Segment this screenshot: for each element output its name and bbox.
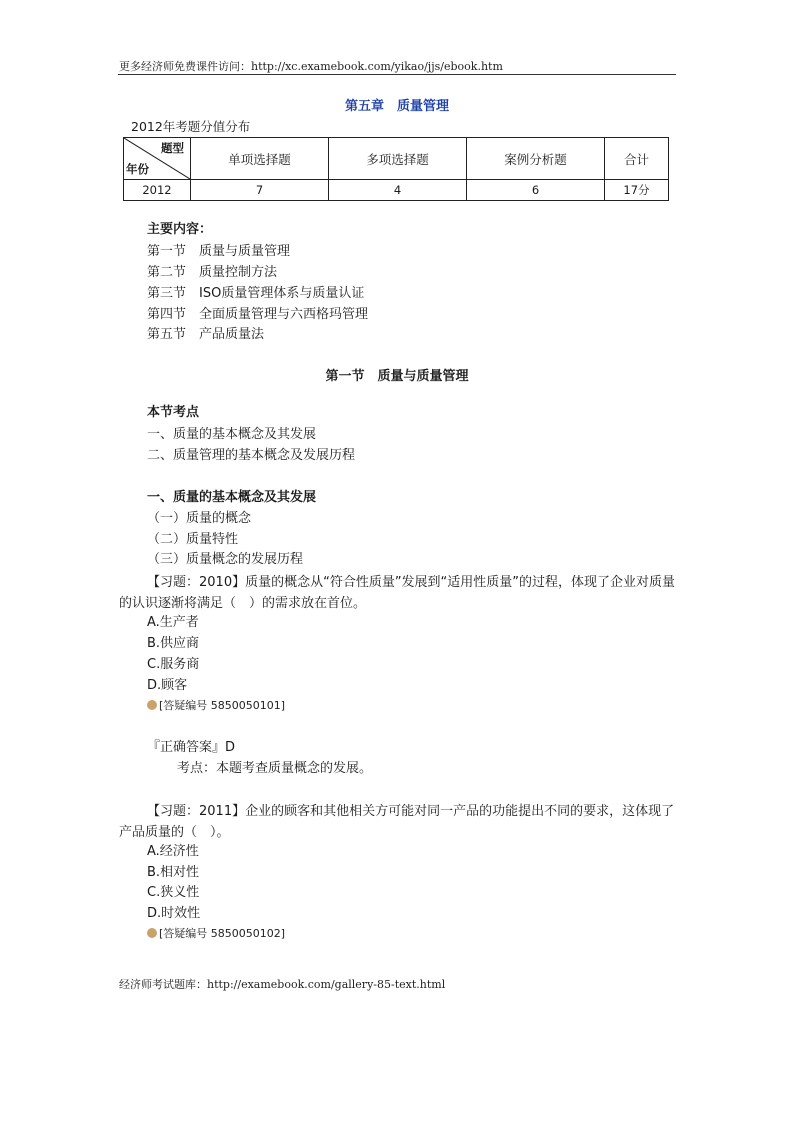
page-footer-text: 经济师考试题库：http://examebook.com/gallery-85-text.html — [119, 978, 446, 991]
key-points-heading: 本节考点 — [147, 405, 200, 420]
value-cell: 4 — [329, 180, 467, 201]
score-distribution-table — [123, 137, 669, 201]
list-item: 第五节 产品质量法 — [147, 327, 265, 342]
table-header-row — [124, 138, 669, 180]
year-cell: 2012 — [124, 180, 191, 201]
part-heading: 一、质量的基本概念及其发展 — [147, 490, 317, 505]
column-header: 案例分析题 — [467, 138, 605, 180]
list-item: 第四节 全面质量管理与六西格玛管理 — [147, 307, 369, 322]
value-cell: 6 — [467, 180, 605, 201]
corner-label-type: 题型 — [161, 141, 184, 155]
option-item: D.时效性 — [147, 906, 201, 921]
option-item: B.供应商 — [147, 636, 200, 651]
chapter-title: 第五章 质量管理 — [344, 99, 449, 114]
table-row — [124, 180, 669, 201]
correct-answer: 『正确答案』D — [147, 740, 236, 755]
answer-id-label: [答疑编号 5850050102] — [159, 927, 286, 940]
list-item: （一）质量的概念 — [147, 511, 252, 526]
question-stem: 【习题：2011】企业的顾客和其他相关方可能对同一产品的功能提出不同的要求，这体现了产品质量的（ ）。 — [119, 804, 675, 840]
value-cell: 7 — [191, 180, 329, 201]
corner-label-year: 年份 — [126, 162, 149, 176]
list-item: 二、质量管理的基本概念及发展历程 — [147, 448, 356, 463]
header-divider — [118, 74, 676, 75]
table-caption: 2012年考题分值分布 — [131, 119, 251, 134]
answer-analysis: 考点：本题考查质量概念的发展。 — [177, 761, 373, 776]
column-header: 单项选择题 — [191, 138, 329, 180]
list-item: 一、质量的基本概念及其发展 — [147, 427, 317, 442]
answer-badge-icon — [147, 928, 157, 938]
column-header: 多项选择题 — [329, 138, 467, 180]
list-item: 第三节 ISO质量管理体系与质量认证 — [147, 286, 365, 301]
list-item: 第一节 质量与质量管理 — [147, 244, 291, 259]
column-header: 合计 — [605, 138, 669, 180]
total-cell: 17分 — [605, 180, 669, 201]
option-item: D.顾客 — [147, 678, 188, 693]
answer-badge-icon — [147, 700, 157, 710]
page-header-text: 更多经济师免费课件访问：http://xc.examebook.com/yikao/jjs/ebook.htm — [119, 60, 503, 73]
option-item: A.经济性 — [147, 844, 199, 859]
list-item: （三）质量概念的发展历程 — [147, 552, 304, 567]
answer-id-link[interactable] — [147, 927, 285, 941]
list-item: 第二节 质量控制方法 — [147, 265, 278, 280]
option-item: A.生产者 — [147, 615, 199, 630]
list-item: （二）质量特性 — [147, 532, 239, 547]
corner-cell — [124, 138, 191, 180]
option-item: C.狭义性 — [147, 885, 200, 900]
option-item: B.相对性 — [147, 865, 200, 880]
main-content-heading: 主要内容： — [147, 222, 213, 237]
answer-id-link[interactable] — [147, 699, 285, 713]
option-item: C.服务商 — [147, 657, 200, 672]
answer-id-label: [答疑编号 5850050101] — [159, 699, 286, 712]
question-stem: 【习题：2010】质量的概念从“符合性质量”发展到“适用性质量”的过程，体现了企业对质量的认识逐渐将满足（ ）的需求放在首位。 — [119, 575, 676, 611]
section-title: 第一节 质量与质量管理 — [325, 369, 469, 384]
